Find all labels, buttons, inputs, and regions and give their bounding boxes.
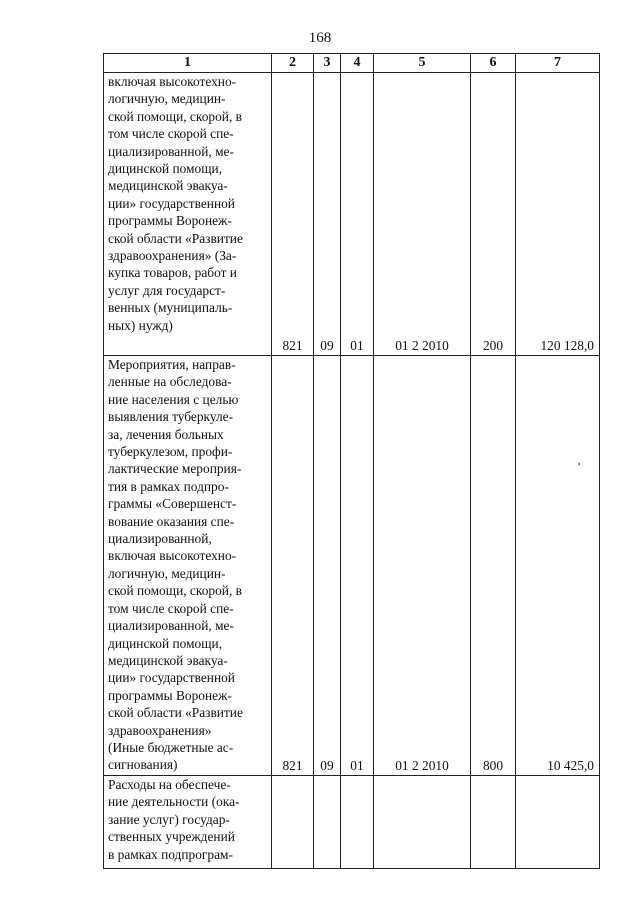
- row-amount: [516, 776, 600, 869]
- description-line: медицинской эвакуа-: [108, 178, 228, 194]
- header-col-6: 6: [471, 54, 516, 73]
- description-line: медицинской эвакуа-: [108, 652, 228, 668]
- header-col-3: 3: [314, 54, 341, 73]
- description-line: циализированной, ме-: [108, 143, 234, 159]
- row-description: [104, 776, 272, 869]
- table-row: [104, 73, 600, 356]
- row-subsection-code: [341, 776, 374, 869]
- page-number: 168: [308, 30, 332, 46]
- description-line: ции» государственной: [108, 670, 235, 686]
- description-line: включая высокотехно-: [108, 548, 237, 564]
- header-col-5: 5: [374, 54, 471, 73]
- row-subsection-code: 01: [341, 356, 374, 776]
- row-description: [104, 356, 272, 776]
- table-row: [104, 356, 600, 776]
- description-line: сигнования): [108, 757, 178, 773]
- description-line: вование оказания спе-: [108, 513, 235, 529]
- description-line: услуг для государст-: [108, 282, 226, 298]
- table-row: [104, 776, 600, 869]
- description-line: зание услуг) государ-: [108, 811, 230, 827]
- row-target-article: 01 2 2010: [374, 73, 471, 356]
- description-line: логичную, медицин-: [108, 91, 226, 107]
- row-subsection-code: 01: [341, 73, 374, 356]
- header-col-7: 7: [516, 54, 600, 73]
- description-line: ных) нужд): [108, 317, 173, 333]
- row-target-article: 01 2 2010: [374, 356, 471, 776]
- description-line: граммы «Совершенст-: [108, 496, 237, 512]
- description-line: ственных учреждений: [108, 829, 235, 845]
- description-line: ленные на обследова-: [108, 374, 232, 390]
- description-line: циализированной, ме-: [108, 618, 234, 634]
- description-line: программы Воронеж-: [108, 687, 232, 703]
- row-ministry-code: 821: [272, 73, 314, 356]
- row-amount: 120 128,0: [516, 73, 600, 356]
- description-line: лактические мероприя-: [108, 461, 242, 477]
- description-line: ской помощи, скорой, в: [108, 108, 242, 124]
- header-row: [104, 54, 600, 73]
- description-line: венных (муниципаль-: [108, 300, 233, 316]
- description-line: ние деятельности (ока-: [108, 794, 240, 810]
- row-amount: 10 425,0: [516, 356, 600, 776]
- header-col-1: 1: [104, 54, 272, 73]
- description-line: Расходы на обеспече-: [108, 777, 231, 792]
- description-line: программы Воронеж-: [108, 213, 232, 229]
- description-line: ской области «Развитие: [108, 230, 243, 246]
- row-ministry-code: 821: [272, 356, 314, 776]
- description-line: ской области «Развитие: [108, 705, 243, 721]
- row-expense-type: 800: [471, 356, 516, 776]
- description-line: туберкулезом, профи-: [108, 444, 233, 460]
- row-description: [104, 73, 272, 356]
- description-line: ние населения с целью: [108, 391, 239, 407]
- description-line: логичную, медицин-: [108, 565, 226, 581]
- description-line: дицинской помощи,: [108, 161, 223, 177]
- budget-table: [103, 53, 600, 869]
- description-line: (Иные бюджетные ас-: [108, 739, 234, 755]
- description-line: выявления туберкуле-: [108, 409, 234, 425]
- description-line: ции» государственной: [108, 195, 235, 211]
- row-section-code: [314, 776, 341, 869]
- description-line: купка товаров, работ и: [108, 265, 237, 281]
- row-expense-type: 200: [471, 73, 516, 356]
- description-line: Мероприятия, направ-: [108, 357, 236, 372]
- description-line: ской помощи, скорой, в: [108, 583, 242, 599]
- description-line: тия в рамках подпро-: [108, 478, 229, 494]
- row-expense-type: [471, 776, 516, 869]
- description-line: за, лечения больных: [108, 426, 224, 442]
- description-line: в рамках подпрограм-: [108, 846, 233, 862]
- description-line: здравоохранения»: [108, 722, 212, 738]
- description-line: циализированной,: [108, 531, 212, 547]
- header-col-2: 2: [272, 54, 314, 73]
- description-line: включая высокотехно-: [108, 74, 237, 89]
- row-target-article: [374, 776, 471, 869]
- row-section-code: 09: [314, 73, 341, 356]
- description-line: том числе скорой спе-: [108, 126, 234, 142]
- description-line: дицинской помощи,: [108, 635, 223, 651]
- description-line: здравоохранения» (За-: [108, 248, 237, 264]
- row-ministry-code: [272, 776, 314, 869]
- row-section-code: 09: [314, 356, 341, 776]
- description-line: том числе скорой спе-: [108, 600, 234, 616]
- header-col-4: 4: [341, 54, 374, 73]
